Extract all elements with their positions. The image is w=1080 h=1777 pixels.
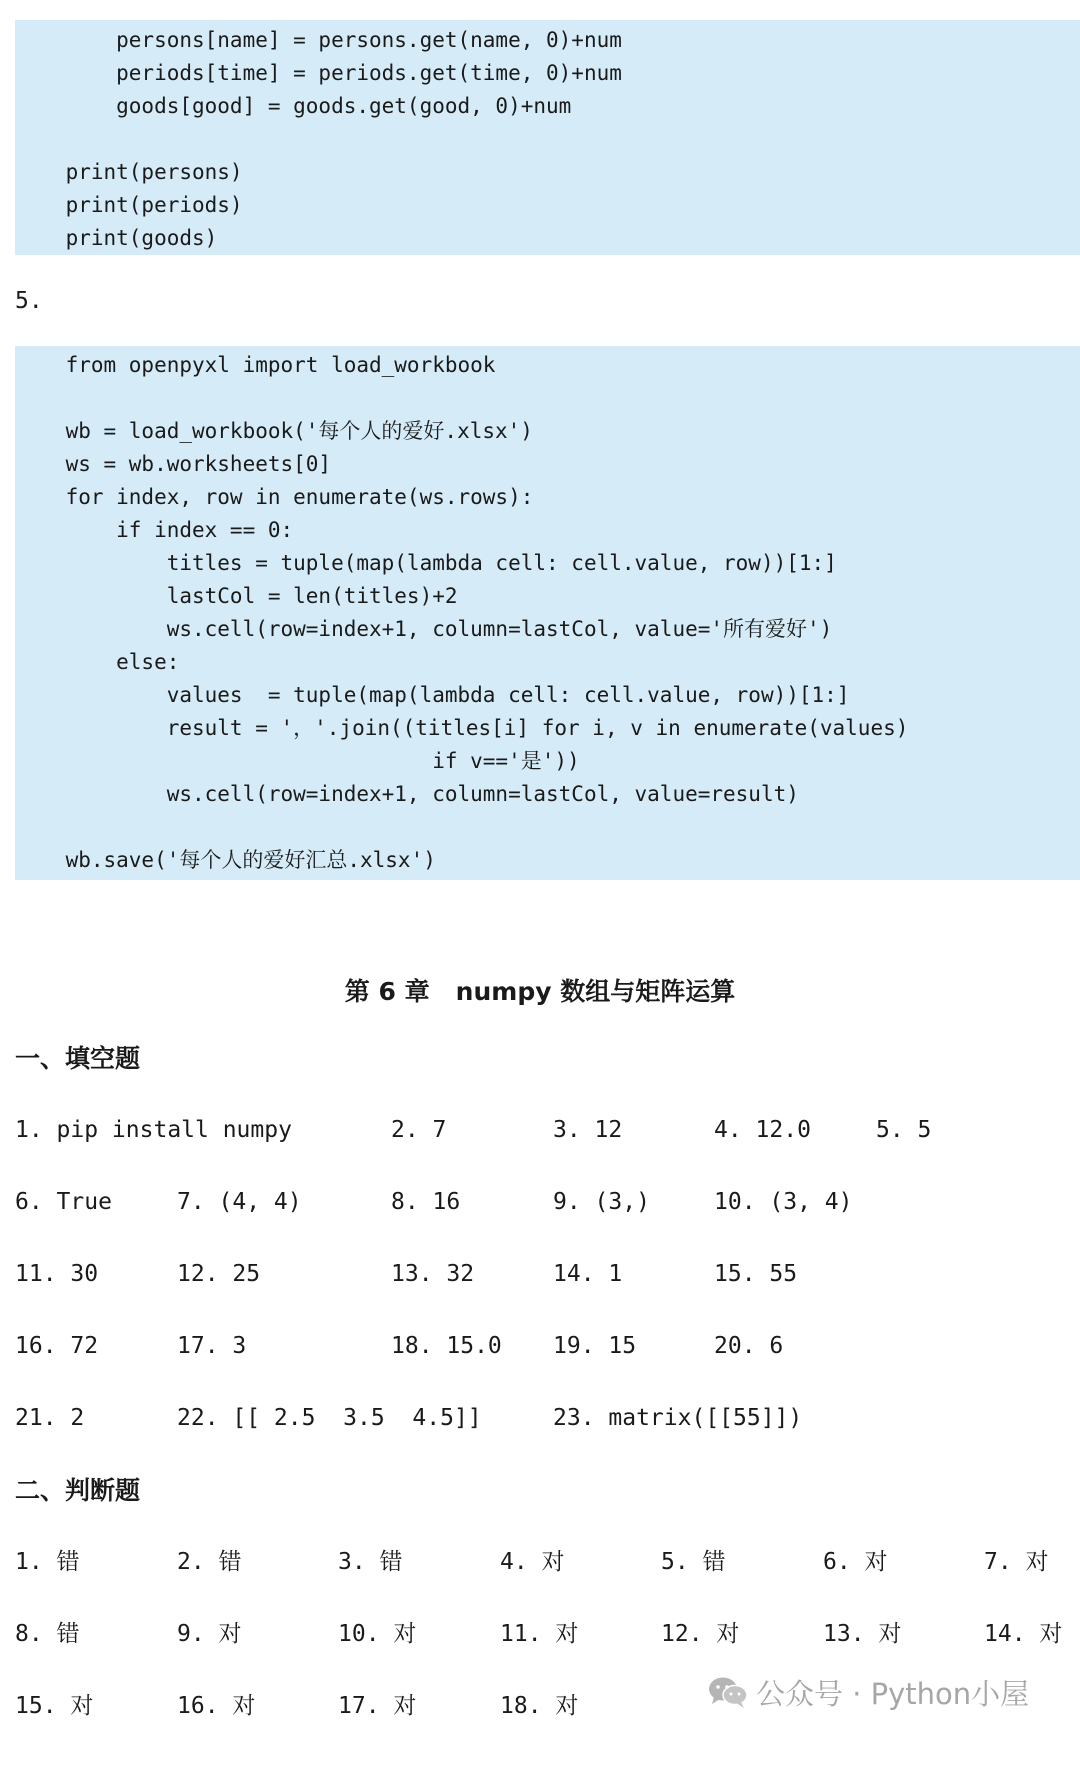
answer-item: 17. 对 — [338, 1693, 417, 1719]
answer-item: 13. 对 — [823, 1621, 902, 1647]
answer-item: 10. 对 — [338, 1621, 417, 1647]
answer-item: 4. 对 — [500, 1549, 565, 1575]
code-block-1 — [15, 20, 1080, 255]
answer-item: 2. 7 — [391, 1117, 447, 1143]
answer-item: 7. (4, 4) — [177, 1189, 302, 1215]
answer-item: 21. 2 — [15, 1405, 85, 1431]
code-line: wb.save('每个人的爱好汇总.xlsx') — [15, 848, 436, 872]
answer-item: 10. (3, 4) — [714, 1189, 853, 1215]
answer-item: 18. 对 — [500, 1693, 579, 1719]
answer-item: 15. 55 — [714, 1261, 798, 1287]
answer-item: 1. pip install numpy — [15, 1117, 292, 1143]
answer-item: 2. 错 — [177, 1549, 242, 1575]
code-line: if index == 0: — [15, 518, 294, 542]
answer-item: 11. 对 — [500, 1621, 579, 1647]
code-line: persons[name] = persons.get(name, 0)+num — [15, 28, 622, 52]
code-line: lastCol = len(titles)+2 — [15, 584, 458, 608]
answer-item: 4. 12.0 — [714, 1117, 811, 1143]
answer-item: 7. 对 — [984, 1549, 1049, 1575]
answer-item: 14. 对 — [984, 1621, 1063, 1647]
answer-item: 8. 16 — [391, 1189, 461, 1215]
answer-item: 1. 错 — [15, 1549, 80, 1575]
code-line: if v=='是')) — [15, 749, 580, 773]
code-line: periods[time] = periods.get(time, 0)+num — [15, 61, 622, 85]
code-line: ws.cell(row=index+1, column=lastCol, value=result) — [15, 782, 799, 806]
answer-item: 8. 错 — [15, 1621, 80, 1647]
item-number-5: 5. — [15, 288, 43, 314]
code-block-2 — [15, 346, 1080, 880]
answer-item: 9. (3,) — [553, 1189, 650, 1215]
code-line: for index, row in enumerate(ws.rows): — [15, 485, 534, 509]
answer-item: 22. [[ 2.5 3.5 4.5]] — [177, 1405, 482, 1431]
answer-item: 14. 1 — [553, 1261, 623, 1287]
answer-item: 12. 25 — [177, 1261, 261, 1287]
code-line: goods[good] = goods.get(good, 0)+num — [15, 94, 572, 118]
answer-item: 12. 对 — [661, 1621, 740, 1647]
answer-item: 3. 12 — [553, 1117, 623, 1143]
answer-item: 20. 6 — [714, 1333, 784, 1359]
answer-item: 6. 对 — [823, 1549, 888, 1575]
answer-item: 15. 对 — [15, 1693, 94, 1719]
code-line: print(goods) — [15, 226, 218, 250]
code-line: print(persons) — [15, 160, 243, 184]
code-line: else: — [15, 650, 180, 674]
code-line: ws.cell(row=index+1, column=lastCol, value='所有爱好') — [15, 617, 833, 641]
section-heading-fill: 一、填空题 — [15, 1044, 141, 1073]
answer-item: 9. 对 — [177, 1621, 242, 1647]
watermark-text: 公众号 · Python小屋 — [756, 1676, 1030, 1711]
code-line: from openpyxl import load_workbook — [15, 353, 496, 377]
section-heading-judge: 二、判断题 — [15, 1476, 141, 1505]
code-line: print(periods) — [15, 193, 243, 217]
chapter-title: 第 6 章 numpy 数组与矩阵运算 — [344, 977, 736, 1006]
answer-item: 5. 5 — [876, 1117, 932, 1143]
answer-item: 11. 30 — [15, 1261, 99, 1287]
code-line: wb = load_workbook('每个人的爱好.xlsx') — [15, 419, 533, 443]
answer-item: 16. 对 — [177, 1693, 256, 1719]
answer-item: 16. 72 — [15, 1333, 99, 1359]
answer-item: 6. True — [15, 1189, 112, 1215]
answer-item: 17. 3 — [177, 1333, 247, 1359]
code-line: titles = tuple(map(lambda cell: cell.value, row))[1:] — [15, 551, 837, 575]
answer-item: 5. 错 — [661, 1549, 726, 1575]
code-line: result = '，'.join((titles[i] for i, v in enumerate(values) — [15, 716, 909, 740]
answer-item: 18. 15.0 — [391, 1333, 502, 1359]
code-line: ws = wb.worksheets[0] — [15, 452, 332, 476]
answer-item: 23. matrix([[55]]) — [553, 1405, 803, 1431]
answer-item: 19. 15 — [553, 1333, 637, 1359]
answer-item: 13. 32 — [391, 1261, 475, 1287]
wechat-icon — [708, 1607, 748, 1777]
code-line: values = tuple(map(lambda cell: cell.value, row))[1:] — [15, 683, 850, 707]
answer-item: 3. 错 — [338, 1549, 403, 1575]
watermark — [708, 1672, 1053, 1712]
